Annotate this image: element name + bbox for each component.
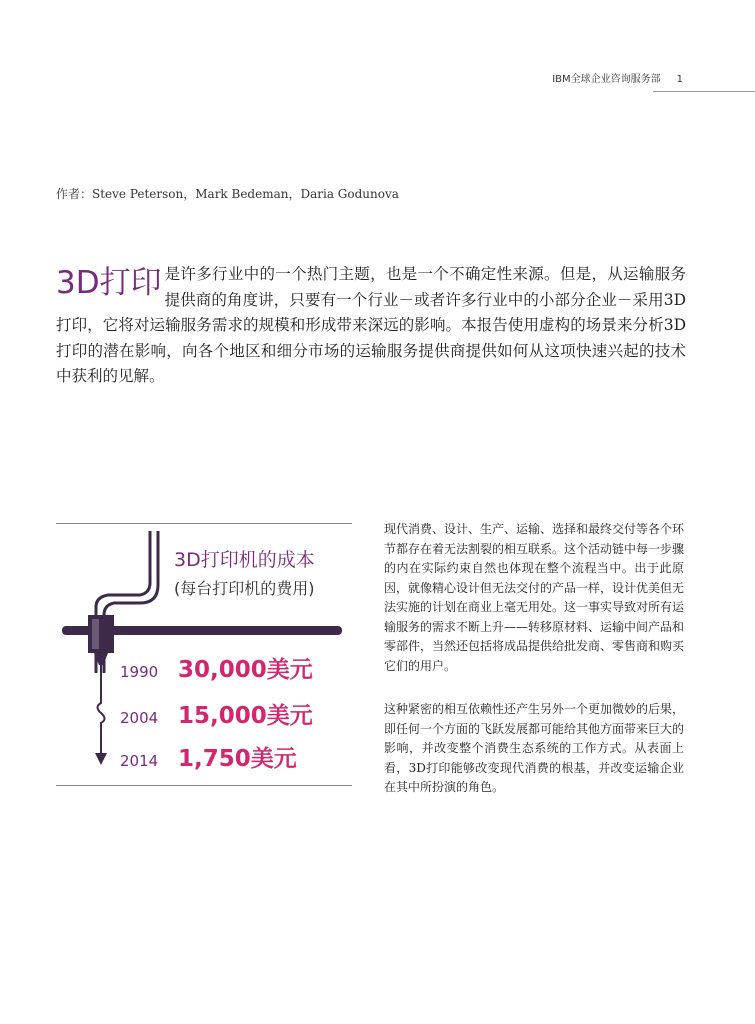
- infographic-subtitle: (每台打印机的费用): [174, 579, 315, 598]
- cost-row: [120, 651, 313, 684]
- page-number: 1: [676, 74, 683, 85]
- cost-value: 30,000美元: [178, 657, 313, 683]
- cost-year: 2014: [120, 752, 159, 770]
- cost-year: 2004: [120, 709, 159, 727]
- cost-value: 1,750美元: [178, 746, 297, 772]
- header-rule: [653, 91, 755, 92]
- lead-dropcap: 3D打印: [56, 265, 162, 301]
- authors-line: 作者：Steve Peterson，Mark Bedeman，Daria Godunova: [56, 187, 399, 201]
- body-paragraph-2: 这种紧密的相互依赖性还产生另外一个更加微妙的后果，即任何一个方面的飞跃发展都可能给其他方面带来巨大的影响，并改变整个消费生态系统的工作方式。从表面上看，3D打印能够改变现代消费的根基，并改变运输企业在其中所扮演的角色。: [384, 702, 685, 794]
- cost-year: 1990: [120, 663, 159, 681]
- cost-value: 15,000美元: [178, 703, 313, 729]
- cost-row: [120, 740, 297, 773]
- infobox-bottom-rule: [56, 785, 352, 786]
- cost-row: [120, 697, 313, 730]
- lead-paragraph: [56, 262, 686, 390]
- header-org: IBM全球企业咨询服务部: [552, 74, 661, 85]
- body-paragraph-1: 现代消费、设计、生产、运输、选择和最终交付等各个环节都存在着无法割裂的相互联系。这个活动链中每一步骤的内在实际约束自然也体现在整个流程当中。出于此原因，就像精心设计但无法交付的产品一样，设计优美但无法实施的计划在商业上毫无用处。这一事实导致对所有运输服务的需求不断上升——转移原材料、运输中间产品和零部件，当然还包括将成品提供给批发商、零售商和购买它们的用户。: [384, 522, 685, 673]
- page-header: [0, 70, 683, 85]
- printer-cost-infographic: [56, 523, 352, 786]
- lead-text: 是许多行业中的一个热门主题，也是一个不确定性来源。但是，从运输服务提供商的角度讲，只要有一个行业－或者许多行业中的小部分企业－采用3D打印，它将对运输服务需求的规模和形成带来深远的影响。本报告使用虚构的场景来分析3D打印的潜在影响，向各个地区和细分市场的运输服务提供商提供如何从这项快速兴起的技术中获利的见解。: [56, 265, 686, 385]
- infographic-title: 3D打印机的成本: [174, 549, 315, 571]
